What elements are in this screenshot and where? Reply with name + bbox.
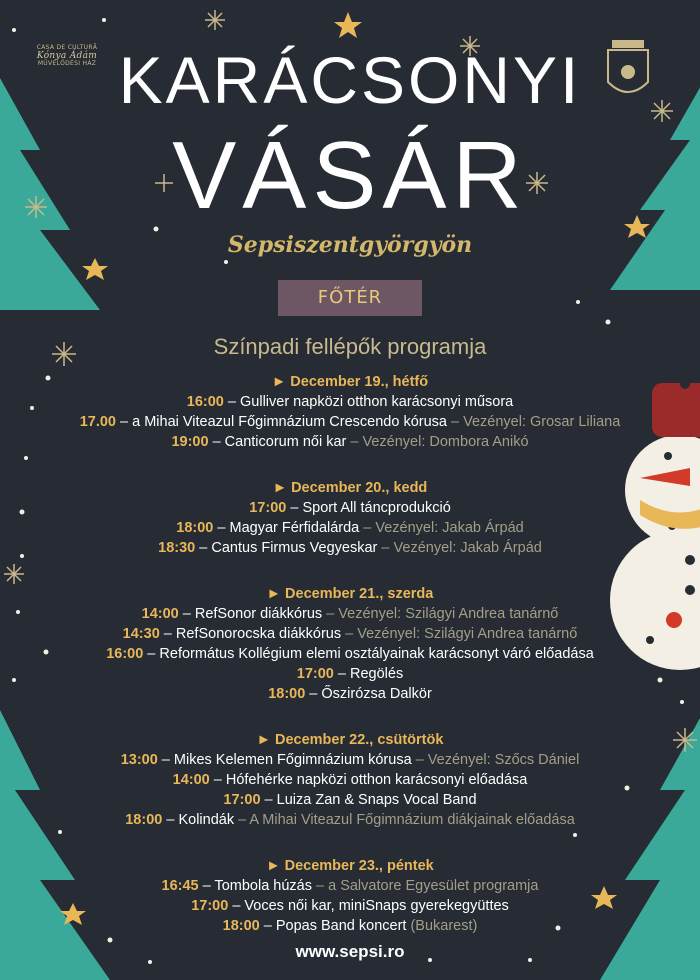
event-separator: –: [259, 918, 276, 934]
event-row: [0, 538, 700, 558]
event-row: [0, 412, 700, 432]
event-separator: –: [198, 878, 215, 894]
event-time: 17:00: [223, 792, 261, 808]
sparkle-icon: [205, 10, 225, 30]
event-time: 17.00: [79, 414, 116, 430]
event-row: [0, 664, 700, 684]
event-row: [0, 790, 700, 810]
day-title: ► December 21., szerda: [266, 586, 434, 602]
event-separator: –: [305, 686, 322, 702]
event-separator: –: [333, 666, 350, 682]
star-icon: [82, 258, 108, 280]
event-separator: –: [157, 752, 174, 768]
event-conductor: – Vezényel: Szőcs Dániel: [411, 752, 580, 768]
subtitle: Sepsiszentgyörgyön: [227, 232, 473, 258]
event-separator: –: [208, 434, 225, 450]
event-row: [0, 770, 700, 790]
event-name: Magyar Férfidalárda: [229, 520, 360, 536]
venue-badge: FŐTÉR: [278, 280, 422, 316]
event-name: RefSonor diákkórus: [194, 606, 323, 622]
star-icon: [334, 12, 362, 38]
event-name: Voces női kar, miniSnaps gyerekegyüttes: [244, 898, 509, 914]
program-day: [0, 584, 700, 704]
event-name: Canticorum női kar: [224, 434, 347, 450]
event-time: 17:00: [249, 500, 287, 516]
logo-text-top: CASA DE CULTURĂ: [36, 44, 98, 51]
event-row: [0, 604, 700, 624]
program-day: [0, 372, 700, 452]
event-separator: –: [228, 898, 245, 914]
event-name: Hófehérke napközi otthon karácsonyi előadása: [225, 772, 528, 788]
event-name: Református Kollégium elemi osztályainak karácsonyt váró előadása: [159, 646, 594, 662]
event-row: [0, 876, 700, 896]
event-name: Sport All táncprodukció: [302, 500, 451, 516]
event-separator: –: [143, 646, 160, 662]
event-name: Regölés: [350, 666, 404, 682]
event-conductor: – Vezényel: Grosar Liliana: [446, 414, 621, 430]
event-time: 18:00: [268, 686, 306, 702]
event-name: Őszirózsa Dalkör: [321, 686, 432, 702]
event-name: Mikes Kelemen Főgimnázium kórusa: [173, 752, 412, 768]
event-time: 18:30: [158, 540, 196, 556]
event-conductor: – a Salvatore Egyesület programja: [311, 878, 539, 894]
event-time: 16:00: [106, 646, 144, 662]
event-separator: –: [286, 500, 303, 516]
day-title: ► December 19., hétfő: [271, 374, 429, 390]
event-conductor: (Bukarest): [406, 918, 478, 934]
program-heading: Színpadi fellépők programja: [213, 334, 487, 359]
event-separator: –: [213, 520, 230, 536]
snowflake-dot: [576, 300, 580, 304]
event-separator: –: [159, 626, 176, 642]
event-row: [0, 810, 700, 830]
snowflake-dot: [224, 260, 228, 264]
event-time: 18:00: [222, 918, 260, 934]
event-row: [0, 750, 700, 770]
event-separator: –: [209, 772, 226, 788]
event-time: 16:00: [186, 394, 224, 410]
website-link[interactable]: www.sepsi.ro: [295, 942, 405, 961]
event-separator: –: [223, 394, 240, 410]
event-time: 14:00: [141, 606, 179, 622]
event-separator: –: [260, 792, 277, 808]
event-conductor: – A Mihai Viteazul Főgimnázium diákjainak előadása: [234, 812, 575, 828]
event-time: 14:30: [122, 626, 160, 642]
event-name: Tombola húzás: [214, 878, 312, 894]
event-name: Popas Band koncert: [275, 918, 407, 934]
event-row: [0, 518, 700, 538]
day-title: ► December 23., péntek: [266, 858, 434, 874]
event-name: Kolindák: [178, 812, 235, 828]
event-name: a Mihai Viteazul Főgimnázium Crescendo kórusa: [132, 414, 447, 430]
event-time: 19:00: [171, 434, 209, 450]
event-separator: –: [162, 812, 179, 828]
event-row: [0, 896, 700, 916]
event-conductor: – Vezényel: Szilágyi Andrea tanárnő: [322, 606, 559, 622]
title-line-1: KARÁCSONYI: [118, 43, 582, 117]
event-time: 14:00: [172, 772, 210, 788]
logo-text-bottom: MŰVELŐDÉSI HÁZ: [37, 60, 97, 67]
event-name: Luiza Zan & Snaps Vocal Band: [276, 792, 477, 808]
event-separator: –: [178, 606, 195, 622]
event-name: Cantus Firmus Vegyeskar: [211, 540, 378, 556]
logo-signature: Kónya Ádám: [36, 51, 98, 61]
snowflake-dot: [102, 18, 106, 22]
event-separator: –: [195, 540, 212, 556]
event-row: [0, 916, 700, 936]
snowflake-dot: [12, 28, 16, 32]
event-row: [0, 684, 700, 704]
event-row: [0, 624, 700, 644]
program-day: [0, 856, 700, 936]
event-name: RefSonorocska diákkórus: [175, 626, 342, 642]
event-time: 13:00: [120, 752, 158, 768]
event-row: [0, 392, 700, 412]
title-line-2: VÁSÁR: [172, 122, 528, 229]
program-day: [0, 478, 700, 558]
day-title: ► December 20., kedd: [272, 480, 428, 496]
event-row: [0, 432, 700, 452]
program-day: [0, 730, 700, 830]
event-row: [0, 498, 700, 518]
program-list: [0, 372, 700, 962]
event-row: [0, 644, 700, 664]
day-title: ► December 22., csütörtök: [256, 732, 444, 748]
event-name: Gulliver napközi otthon karácsonyi műsora: [240, 394, 514, 410]
event-time: 18:00: [176, 520, 214, 536]
event-separator: –: [116, 414, 133, 430]
snowflake-dot: [606, 320, 611, 325]
event-conductor: – Vezényel: Szilágyi Andrea tanárnő: [341, 626, 578, 642]
event-conductor: – Vezényel: Dombora Anikó: [346, 434, 529, 450]
event-time: 17:00: [191, 898, 229, 914]
event-conductor: – Vezényel: Jakab Árpád: [377, 540, 542, 556]
event-time: 18:00: [125, 812, 163, 828]
event-time: 17:00: [296, 666, 334, 682]
event-time: 16:45: [161, 878, 199, 894]
event-conductor: – Vezényel: Jakab Árpád: [359, 520, 524, 536]
